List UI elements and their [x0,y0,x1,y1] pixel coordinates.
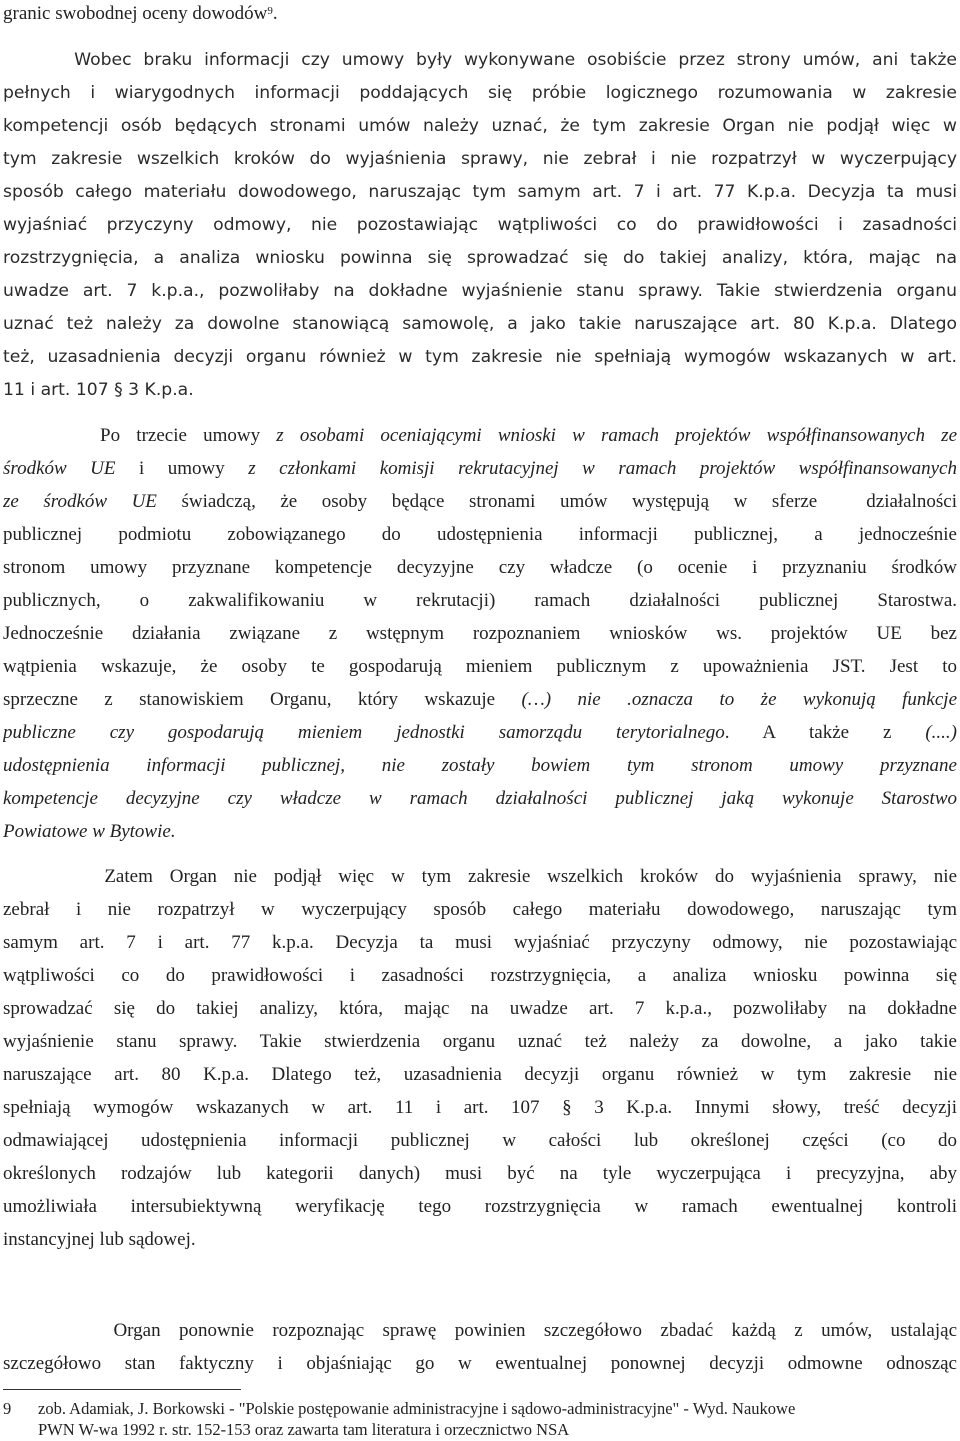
top-line [3,0,957,30]
footnote-line: zob. Adamiak, J. Borkowski - "Polskie postępowanie administracyjne i sądowo-administracyjne" - Wyd. Naukowe [38,1399,796,1418]
paragraph-3-line: instancyjnej lub sądowej. [3,1229,196,1250]
paragraph-2-line: publicznej podmiotu zobowiązanego do udostępnienia informacji publicznej, a jednocześnie [3,524,957,545]
paragraph-3-line: odmawiającej udostępnienia informacji publicznej w całości lub określonej części (co do [3,1130,957,1151]
italic-run: (....) [925,722,957,743]
paragraph-1-line: wyjaśniać przyczyny odmowy, nie pozostawiając wątpliwości co do prawidłowości i zasadności [3,215,957,235]
paragraph-1-line: sposób całego materiału dowodowego, naruszając tym samym art. 7 i art. 77 K.p.a. Decyzja ta musi [3,182,957,202]
paragraph-3-line: określonych rodzajów lub kategorii danych) musi być na tyle wyczerpująca i precyzyjna, aby [3,1163,957,1184]
paragraph-3-line: Zatem Organ nie podjął więc w tym zakresie wszelkich kroków do wyjaśnienia sprawy, nie [3,866,957,887]
paragraph-2-line [3,485,957,518]
paragraph-3-line: zebrał i nie rozpatrzył w wyczerpujący sposób całego materiału dowodowego, naruszając tym [3,899,957,920]
paragraph-3-line: spełniają wymogów wskazanych w art. 11 i art. 107 § 3 K.p.a. Innymi słowy, treść decyzji [3,1097,957,1118]
paragraph-4-line: szczegółowo stan faktyczny i objaśniając go w ewentualnej ponownej decyzji odmowne odnosząc [3,1353,957,1374]
paragraph-1-line: pełnych i wiarygodnych informacji poddających się próbie logicznego rozumowania w zakresie [3,83,957,103]
top-line-tail: . [272,3,278,24]
paragraph-2-line: Jednocześnie działania związane z wstępnym rozpoznaniem wniosków ws. projektów UE bez [3,623,957,644]
paragraph-1-line: kompetencji osób będących stronami umów należy uznać, że tym zakresie Organ nie podjął więc w [3,116,957,136]
paragraph-1-line: tym zakresie wszelkich kroków do wyjaśnienia sprawy, nie zebrał i nie rozpatrzył w wyczerpujący [3,149,957,169]
paragraph-1-line: Wobec braku informacji czy umowy były wykonywane osobiście przez strony umów, ani także [3,50,957,70]
paragraph-2-line: Powiatowe w Bytowie. [3,821,176,842]
paragraph-3-line: umożliwiała intersubiektywną weryfikację tego rozstrzygnięcia w ramach ewentualnej kontroli [3,1196,957,1217]
italic-run: publiczne czy gospodarują mieniem jednostki samorządu terytorialnego [3,722,725,743]
paragraph-3-line: samym art. 7 i art. 77 k.p.a. Decyzja ta musi wyjaśniać przyczyny odmowy, nie pozostawiając [3,932,957,953]
italic-run: z osobami oceniającymi wnioski w ramach projektów współfinansowanych ze [276,425,957,446]
italic-run: ze środków UE [3,491,157,512]
paragraph-1-line: 11 i art. 107 § 3 K.p.a. [3,380,194,400]
text-run: świadczą, że osoby będące stronami umów występują w sferze działalności [156,491,957,512]
paragraph-3-line: naruszające art. 80 K.p.a. Dlatego też, uzasadnienia decyzji organu również w tym zakresie nie [3,1064,957,1085]
footnote-separator [3,1389,241,1390]
paragraph-2-line: wątpienia wskazuje, że osoby te gospodarują mieniem publicznym z upoważnienia JST. Jest to [3,656,957,677]
paragraph-1-line: rozstrzygnięcia, a analiza wniosku powinna się sprowadzać się do takiej analizy, która, mając na [3,248,957,268]
paragraph-2-line: kompetencje decyzyjne czy władcze w ramach działalności publicznej jaką wykonuje Starostwo [3,788,957,809]
paragraph-4-line: Organ ponownie rozpoznając sprawę powinien szczegółowo zbadać każdą z umów, ustalając [3,1320,957,1341]
paragraph-3-line: wyjaśnienie stanu sprawy. Takie stwierdzenia organu uznać też należy za dowolne, a jako takie [3,1031,957,1052]
italic-run: (…) nie .oznacza to że wykonują funkcje [521,689,957,710]
paragraph-2-line: publicznych, o zakwalifikowaniu w rekrutacji) ramach działalności publicznej Starostwa. [3,590,957,611]
top-line-text: granic swobodnej oceny dowodów [3,3,268,24]
paragraph-3-line: sprowadzać się do takiej analizy, która, mając na uwadze art. 7 k.p.a., pozwoliłaby na dokładne [3,998,957,1019]
text-run: . A także z [724,722,926,743]
text-run: sprzeczne z stanowiskiem Organu, który wskazuje [3,689,522,710]
italic-run: z członkami komisji rekrutacyjnej w ramach projektów współfinansowanych [248,458,957,479]
paragraph-2-line: udostępnienia informacji publicznej, nie zostały bowiem tym stronom umowy przyznane [3,755,957,776]
paragraph-3-line: wątpliwości co do prawidłowości i zasadności rozstrzygnięcia, a analiza wniosku powinna się [3,965,957,986]
text-run: Po trzecie umowy [3,425,277,446]
paragraph-2-line [3,716,957,749]
paragraph-2-line: stronom umowy przyznane kompetencje decyzyjne czy władcze (o ocenie i przyznaniu środków [3,557,957,578]
italic-run: środków UE [3,458,116,479]
text-run: i umowy [115,458,249,479]
footnote-ref: 9 [267,5,273,17]
paragraph-1-line: też, uzasadnienia decyzji organu również w tym zakresie nie spełniają wymogów wskazanych w art. [3,347,957,367]
paragraph-2-line [3,452,957,485]
paragraph-1-line: uznać też należy za dowolne stanowiącą samowolę, a jako takie naruszające art. 80 K.p.a. Dlatego [3,314,957,334]
footnote-line: PWN W-wa 1992 r. str. 152-153 oraz zawarta tam literatura i orzecznictwo NSA [38,1420,570,1439]
paragraph-2-line [3,419,957,452]
footnote-number: 9 [3,1399,12,1418]
paragraph-1-line: uwadze art. 7 k.p.a., pozwoliłaby na dokładne wyjaśnienie stanu sprawy. Takie stwierdzenia organu [3,281,957,301]
paragraph-2-line [3,683,957,716]
